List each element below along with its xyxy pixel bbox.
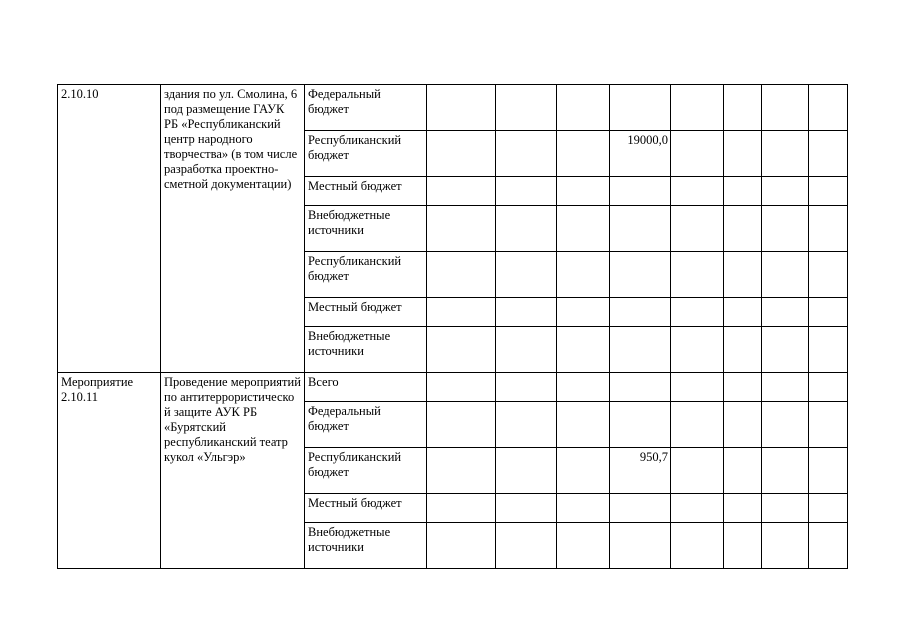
value-cell [427, 494, 496, 523]
value-cell [724, 85, 762, 131]
value-cell [496, 298, 557, 327]
value-cell [427, 327, 496, 373]
value-cell [762, 85, 809, 131]
value-cell [724, 373, 762, 402]
value-cell [557, 523, 610, 569]
funding-source-label: Местный бюджет [305, 298, 427, 327]
value-cell [724, 206, 762, 252]
value-cell [496, 206, 557, 252]
value-cell [762, 131, 809, 177]
value-cell [724, 131, 762, 177]
value-cell [496, 523, 557, 569]
value-cell [762, 177, 809, 206]
funding-source-label: Местный бюджет [305, 177, 427, 206]
value-cell [610, 494, 671, 523]
value-cell [724, 402, 762, 448]
value-cell [809, 327, 848, 373]
value-cell [762, 523, 809, 569]
value-cell [809, 523, 848, 569]
value-cell [610, 177, 671, 206]
value-cell [427, 252, 496, 298]
value-cell [427, 373, 496, 402]
value-cell [671, 448, 724, 494]
value-cell [762, 206, 809, 252]
value-cell [557, 85, 610, 131]
value-cell [427, 206, 496, 252]
value-cell [724, 494, 762, 523]
value-cell [557, 327, 610, 373]
value-cell [610, 523, 671, 569]
value-cell [809, 177, 848, 206]
value-cell [557, 494, 610, 523]
value-cell [809, 131, 848, 177]
value-cell [809, 298, 848, 327]
value-cell [496, 373, 557, 402]
table-row [58, 85, 848, 131]
value-cell [610, 402, 671, 448]
value-cell [557, 448, 610, 494]
activity-name: здания по ул. Смолина, 6 под размещение ГАУК РБ «Республиканский центр народного творчества» (в том числе разработка проектно-сметной документации) [161, 85, 305, 373]
value-cell [762, 402, 809, 448]
table-row [58, 373, 848, 402]
value-cell [809, 206, 848, 252]
value-cell [610, 298, 671, 327]
value-cell [557, 177, 610, 206]
value-cell [724, 177, 762, 206]
activity-code: Мероприятие 2.10.11 [58, 373, 161, 569]
funding-source-label: Республиканский бюджет [305, 131, 427, 177]
value-cell [427, 131, 496, 177]
value-cell [724, 523, 762, 569]
funding-source-label: Республиканский бюджет [305, 448, 427, 494]
value-cell [809, 85, 848, 131]
funding-source-label: Местный бюджет [305, 494, 427, 523]
value-cell [671, 206, 724, 252]
value-cell [427, 85, 496, 131]
value-cell [496, 252, 557, 298]
value-cell [671, 327, 724, 373]
value-cell [610, 206, 671, 252]
value-cell [671, 494, 724, 523]
budget-table [57, 84, 848, 569]
value-cell [496, 494, 557, 523]
funding-source-label: Внебюджетные источники [305, 523, 427, 569]
value-cell [427, 177, 496, 206]
value-cell: 19000,0 [610, 131, 671, 177]
value-cell [671, 373, 724, 402]
value-cell [557, 402, 610, 448]
funding-source-label: Всего [305, 373, 427, 402]
value-cell [724, 448, 762, 494]
value-cell [671, 177, 724, 206]
value-cell [762, 373, 809, 402]
activity-name: Проведение мероприятий по антитеррористическо й защите АУК РБ «Бурятский республиканский театр кукол «Ульгэр» [161, 373, 305, 569]
value-cell [809, 252, 848, 298]
value-cell [671, 298, 724, 327]
value-cell [809, 448, 848, 494]
value-cell [762, 298, 809, 327]
value-cell [671, 402, 724, 448]
funding-source-label: Федеральный бюджет [305, 402, 427, 448]
funding-source-label: Республиканский бюджет [305, 252, 427, 298]
value-cell [427, 298, 496, 327]
value-cell [809, 373, 848, 402]
value-cell [557, 206, 610, 252]
value-cell [809, 494, 848, 523]
value-cell [496, 85, 557, 131]
value-cell [496, 448, 557, 494]
funding-source-label: Внебюджетные источники [305, 206, 427, 252]
value-cell: 950,7 [610, 448, 671, 494]
value-cell [671, 131, 724, 177]
value-cell [671, 523, 724, 569]
value-cell [427, 402, 496, 448]
value-cell [496, 177, 557, 206]
value-cell [809, 402, 848, 448]
value-cell [671, 252, 724, 298]
value-cell [557, 131, 610, 177]
value-cell [671, 85, 724, 131]
value-cell [762, 327, 809, 373]
funding-source-label: Федеральный бюджет [305, 85, 427, 131]
value-cell [724, 298, 762, 327]
value-cell [762, 252, 809, 298]
value-cell [610, 252, 671, 298]
value-cell [610, 327, 671, 373]
value-cell [557, 252, 610, 298]
value-cell [496, 327, 557, 373]
value-cell [557, 298, 610, 327]
activity-code: 2.10.10 [58, 85, 161, 373]
value-cell [724, 327, 762, 373]
value-cell [762, 448, 809, 494]
value-cell [496, 131, 557, 177]
funding-source-label: Внебюджетные источники [305, 327, 427, 373]
value-cell [427, 523, 496, 569]
value-cell [610, 373, 671, 402]
value-cell [496, 402, 557, 448]
value-cell [557, 373, 610, 402]
value-cell [724, 252, 762, 298]
value-cell [427, 448, 496, 494]
value-cell [762, 494, 809, 523]
value-cell [610, 85, 671, 131]
